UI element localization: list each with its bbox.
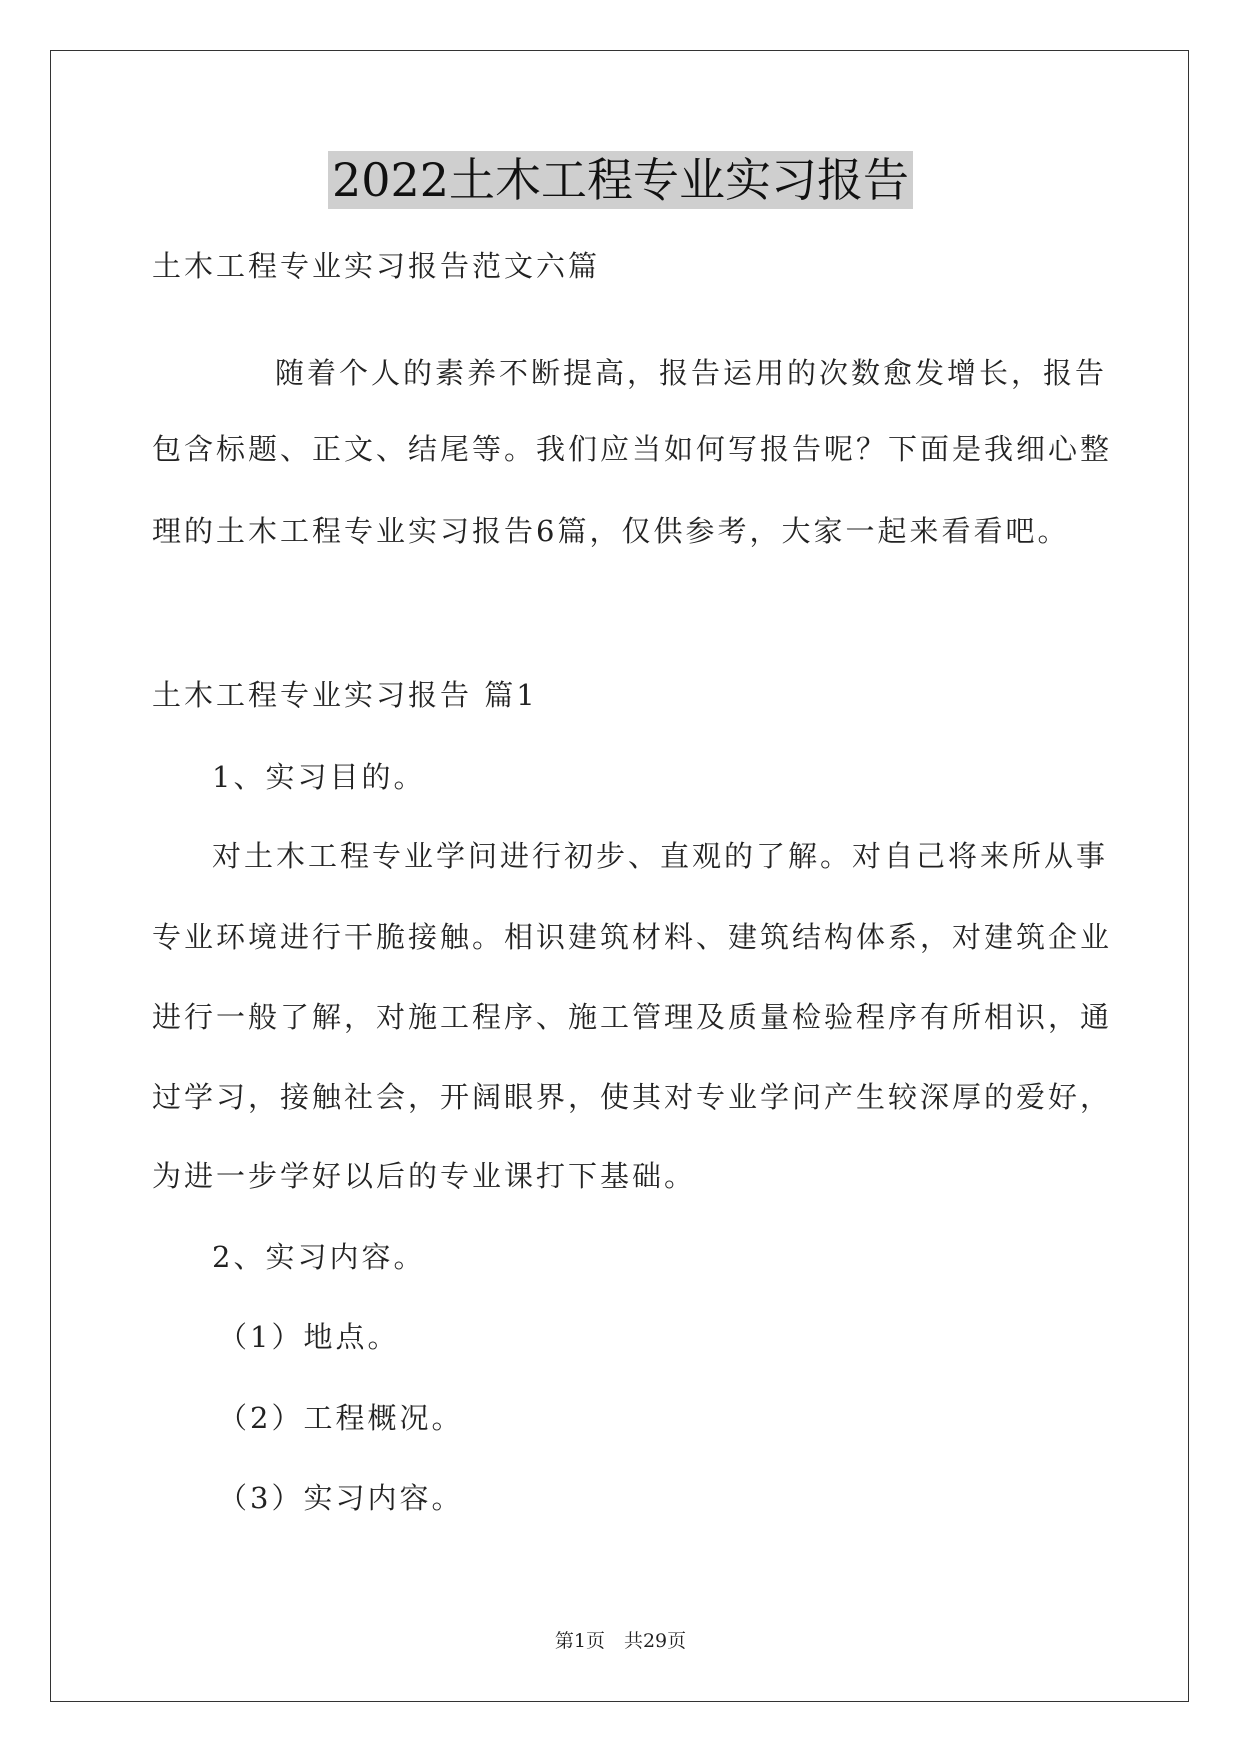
item-2-heading: 2、实习内容。	[212, 1240, 426, 1274]
para-line-5: 为进一步学好以后的专业课打下基础。	[152, 1159, 697, 1193]
para-line-2: 专业环境进行干脆接触。相识建筑材料、建筑结构体系，对建筑企业	[152, 920, 1113, 954]
page-border	[50, 50, 1189, 1702]
item-1-heading: 1、实习目的。	[212, 760, 426, 794]
intro-line-1: 随着个人的素养不断提高，报告运用的次数愈发增长，报告	[275, 356, 1108, 390]
para-line-3: 进行一般了解，对施工程序、施工管理及质量检验程序有所相识，通	[152, 1000, 1113, 1034]
intro-line-2: 包含标题、正文、结尾等。我们应当如何写报告呢？下面是我细心整	[152, 432, 1113, 466]
document-title	[0, 150, 1241, 210]
para-line-1: 对土木工程专业学问进行初步、直观的了解。对自己将来所从事	[212, 839, 1109, 873]
sub-item-2: （2）工程概况。	[218, 1401, 464, 1435]
intro-line-3: 理的土木工程专业实习报告6篇，仅供参考，大家一起来看看吧。	[152, 514, 1070, 548]
sub-item-3: （3）实习内容。	[218, 1481, 464, 1515]
section-heading: 土木工程专业实习报告 篇1	[152, 678, 538, 712]
para-line-4: 过学习，接触社会，开阔眼界，使其对专业学问产生较深厚的爱好，	[152, 1080, 1113, 1114]
subtitle: 土木工程专业实习报告范文六篇	[152, 249, 601, 283]
document-title-text: 2022土木工程专业实习报告	[328, 151, 913, 209]
sub-item-1: （1）地点。	[218, 1320, 400, 1354]
page-number-footer: 第1页 共29页	[554, 1630, 687, 1652]
